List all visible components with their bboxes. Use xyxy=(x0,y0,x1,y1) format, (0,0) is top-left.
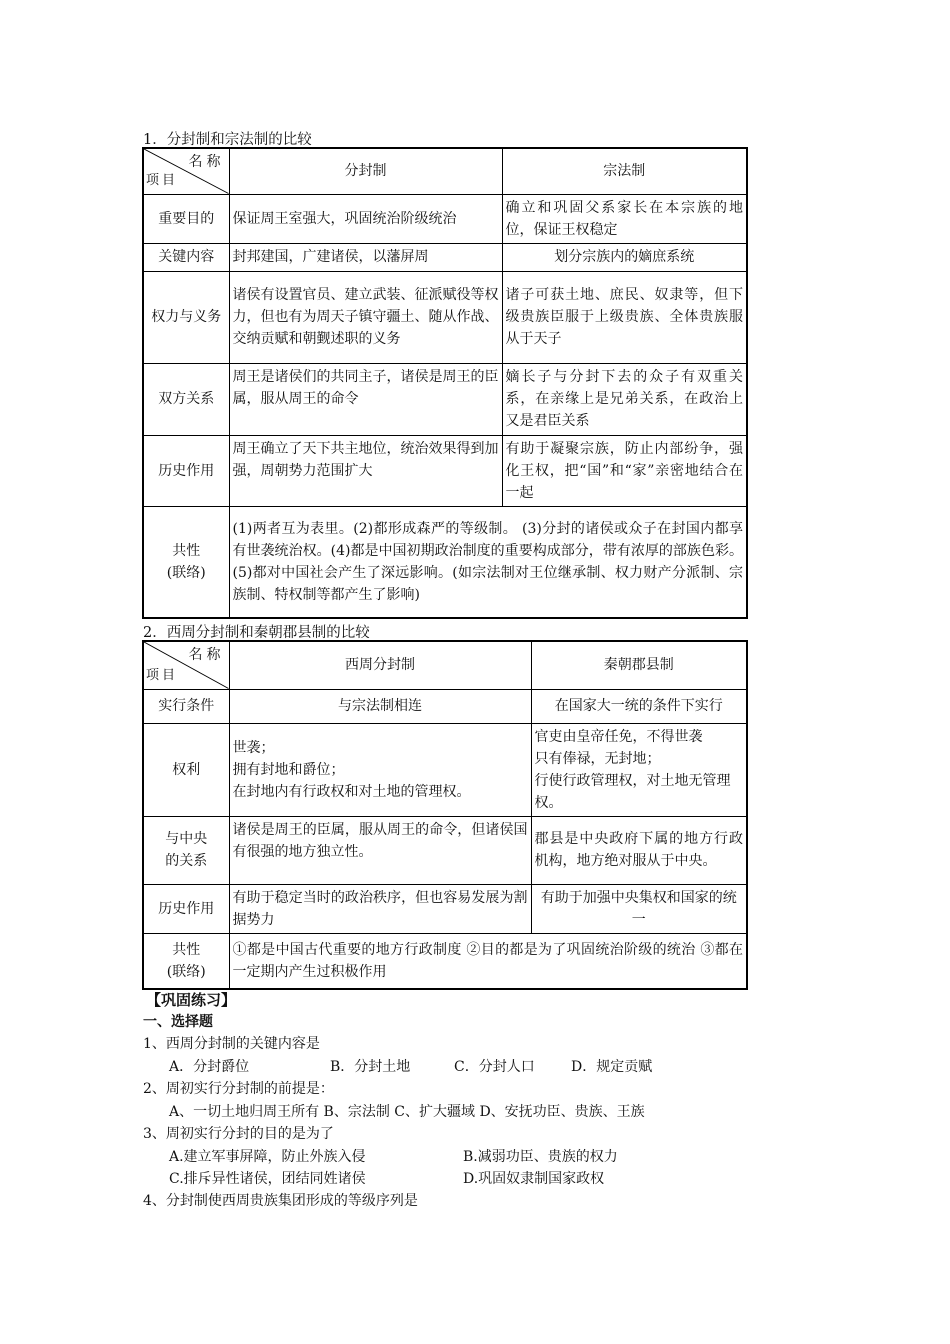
rights-qinchao-line: 只有俸禄，无封地； xyxy=(534,750,661,767)
row-label-rights-2: 权利 xyxy=(143,723,229,816)
cell-history-qinchao: 有助于加强中央集权和国家的统一 xyxy=(531,884,747,933)
row-label-common xyxy=(143,506,229,618)
q1-option-b: B．分封土地 xyxy=(330,1059,411,1075)
cell-history-xizhou: 有助于稳定当时的政治秩序，但也容易发展为割据势力 xyxy=(229,884,531,933)
cell-central-qinchao: 郡县是中央政府下属的地方行政机构，地方绝对服从于中央。 xyxy=(531,816,747,884)
corner-name-label-2: 名称 xyxy=(188,647,225,663)
header-corner-cell xyxy=(143,148,229,194)
column-header-qinchao: 秦朝郡县制 xyxy=(531,641,747,689)
row-label-history: 历史作用 xyxy=(143,435,229,506)
cell-condition-qinchao: 在国家大一统的条件下实行 xyxy=(531,689,747,723)
row-label-relation: 双方关系 xyxy=(143,363,229,435)
q1-option-a: A．分封爵位 xyxy=(169,1059,250,1075)
common-label-line2: (联络) xyxy=(166,564,206,581)
row-label-history-2: 历史作用 xyxy=(143,884,229,933)
rights-qinchao-line: 官吏由皇帝任免，不得世袭 xyxy=(534,728,703,745)
column-header-xizhou: 西周分封制 xyxy=(229,641,531,689)
question-1: 1、西周分封制的关键内容是 xyxy=(143,1036,320,1052)
question-2: 2、周初实行分封制的前提是： xyxy=(143,1081,334,1097)
exercise-heading: 【巩固练习】 xyxy=(146,991,237,1009)
header-corner-cell-2 xyxy=(143,641,229,689)
central-label-line2: 的关系 xyxy=(165,853,208,869)
cell-content-zongfa: 划分宗族内的嫡庶系统 xyxy=(502,243,747,271)
common-label-line1: 共性 xyxy=(172,941,201,958)
cell-common: (1)两者互为表里。(2)都形成森严的等级制。 (3)分封的诸侯或众子在封国内都享有世袭统治权。(4)都是中国初期政治制度的重要构成部分，带有浓厚的部族色彩。(5)都对中国社会产生了深远影响。(如宗法制对王位继承制、权力财产分派制、宗族制、特权制等都产生了影响) xyxy=(229,506,747,618)
row-label-condition: 实行条件 xyxy=(143,689,229,723)
rights-xizhou-line: 拥有封地和爵位； xyxy=(232,761,345,778)
q3-option-d: D.巩固奴隶制国家政权 xyxy=(463,1171,605,1187)
corner-item-label: 项目 xyxy=(146,172,179,188)
q1-option-d: D．规定贡赋 xyxy=(571,1059,653,1075)
cell-relation-zongfa: 嫡长子与分封下去的众子有双重关系，在亲缘上是兄弟关系，在政治上又是君臣关系 xyxy=(502,363,747,435)
rights-qinchao-line: 行使行政管理权，对土地无管理权。 xyxy=(534,772,731,811)
q1-option-c: C．分封人口 xyxy=(454,1059,535,1075)
q3-option-b: B.减弱功臣、贵族的权力 xyxy=(463,1149,618,1165)
rights-xizhou-line: 在封地内有行政权和对土地的管理权。 xyxy=(232,783,471,800)
cell-rights-zongfa: 诸子可获土地、庶民、奴隶等，但下级贵族臣服于上级贵族、全体贵族服从于天子 xyxy=(502,271,747,363)
fenfeng-zongfa-table xyxy=(142,147,748,619)
q2-options: A、一切土地归周王所有 B、宗法制 C、扩大疆域 D、安抚功臣、贵族、王族 xyxy=(169,1104,645,1120)
cell-purpose-zongfa: 确立和巩固父系家长在本宗族的地位，保证王权稳定 xyxy=(502,194,747,243)
column-header-zongfa: 宗法制 xyxy=(502,148,747,194)
corner-item-label-2: 项目 xyxy=(146,667,179,683)
column-header-fenfeng: 分封制 xyxy=(229,148,502,194)
cell-relation-fenfeng: 周王是诸侯们的共同主子，诸侯是周王的臣属，服从周王的命令 xyxy=(229,363,502,435)
row-label-content: 关键内容 xyxy=(143,243,229,271)
cell-content-fenfeng: 封邦建国，广建诸侯，以藩屏周 xyxy=(229,243,502,271)
section2-title: 2．西周分封制和秦朝郡县制的比较 xyxy=(143,625,370,641)
question-3: 3、周初实行分封的目的是为了 xyxy=(143,1126,334,1142)
corner-name-label: 名称 xyxy=(188,154,225,170)
cell-rights-xizhou xyxy=(229,723,531,816)
central-label-line1: 与中央 xyxy=(165,831,208,847)
exercise-subheading: 一、选择题 xyxy=(143,1014,213,1030)
cell-condition-xizhou: 与宗法制相连 xyxy=(229,689,531,723)
common-label-line1: 共性 xyxy=(172,542,201,559)
row-label-common-2 xyxy=(143,933,229,989)
rights-xizhou-line: 世袭； xyxy=(232,739,275,756)
common-label-line2: (联络) xyxy=(166,963,206,980)
cell-history-fenfeng: 周王确立了天下共主地位，统治效果得到加强，周朝势力范围扩大 xyxy=(229,435,502,506)
q3-option-c: C.排斥异性诸侯，团结同姓诸侯 xyxy=(169,1171,366,1187)
row-label-rights: 权力与义务 xyxy=(143,271,229,363)
cell-common-2: ①都是中国古代重要的地方行政制度 ②目的都是为了巩固统治阶级的统治 ③都在一定期内产生过积极作用 xyxy=(229,933,747,989)
row-label-purpose: 重要目的 xyxy=(143,194,229,243)
row-label-central xyxy=(143,816,229,884)
cell-rights-qinchao xyxy=(531,723,747,816)
cell-central-xizhou: 诸侯是周王的臣属，服从周王的命令，但诸侯国有很强的地方独立性。 xyxy=(229,816,531,884)
cell-rights-fenfeng: 诸侯有设置官员、建立武装、征派赋役等权力，但也有为周天子镇守疆土、随从作战、交纳贡赋和朝觐述职的义务 xyxy=(229,271,502,363)
q3-option-a: A.建立军事屏障，防止外族入侵 xyxy=(169,1149,366,1165)
cell-purpose-fenfeng: 保证周王室强大，巩固统治阶级统治 xyxy=(229,194,502,243)
question-4: 4、分封制使西周贵族集团形成的等级序列是 xyxy=(143,1193,418,1209)
section1-title: 1．分封制和宗法制的比较 xyxy=(143,132,312,148)
cell-history-zongfa: 有助于凝聚宗族，防止内部纷争，强化王权，把“国”和“家”亲密地结合在一起 xyxy=(502,435,747,506)
fenfeng-junxian-table xyxy=(142,640,748,990)
